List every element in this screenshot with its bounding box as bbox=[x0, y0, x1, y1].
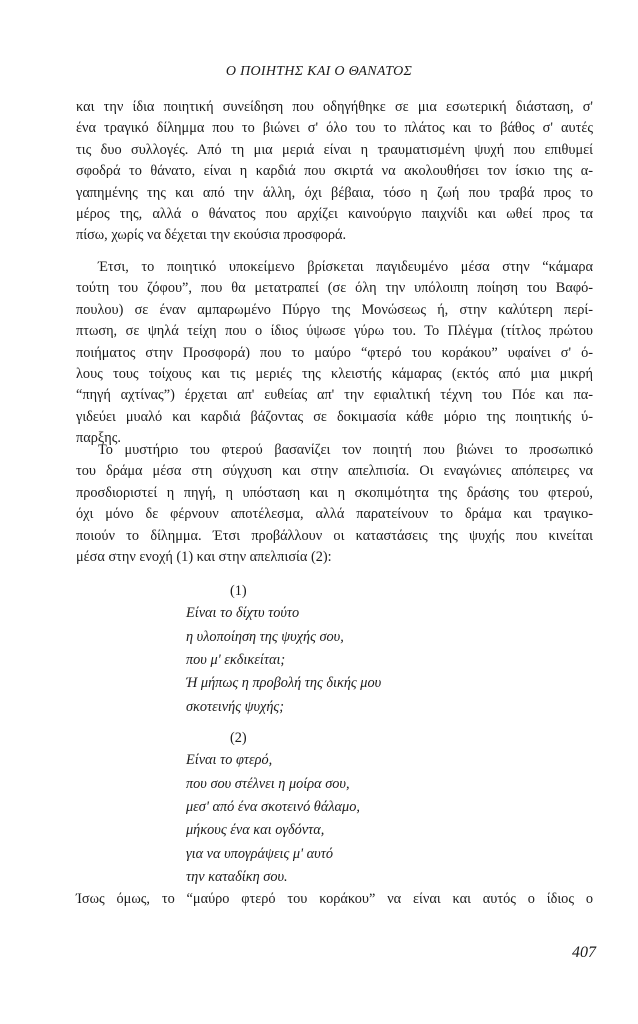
text-line: ένα τραγικό δίλημμα που το βιώνει σ' όλο του το πλάτος και το βάθος σ' αυτές bbox=[76, 120, 593, 137]
verse-line: την καταδίκη σου. bbox=[186, 868, 288, 885]
text-line: Έτσι, το ποιητικό υποκείμενο βρίσκεται παγιδευμένο μέσα στην “κάμαρα bbox=[98, 259, 593, 275]
verse-line: μήκους ένα και ογδόντα, bbox=[186, 822, 325, 839]
text-line: του δράμα μέσα στη σύγχυση και στην απελπισία. Οι εναγώνιες απόπειρες να bbox=[76, 463, 593, 480]
text-line: μέρος της, αλλά ο θάνατος που αρχίζει καινούργιο παιχνίδι και ωθεί προς τα bbox=[76, 205, 593, 222]
page-number: 407 bbox=[572, 944, 596, 961]
text-line: πουλου) σε έναν αμπαρωμένο Πύργο της Μονώσεως ή, στην καλύτερη περί- bbox=[76, 301, 593, 318]
text-line: ποιούν το δίλημμα. Έτσι προβάλλουν οι καταστάσεις της ψυχής που κινείται bbox=[76, 527, 593, 544]
text-line: γαπημένης της και από την άλλη, όχι βέβαια, τόσο η ζωή που τραβά προς το bbox=[76, 184, 593, 201]
verse-line: η υλοποίηση της ψυχής σου, bbox=[186, 628, 344, 645]
poem-number: (2) bbox=[230, 730, 247, 746]
running-head: Ο ΠΟΙΗΤΗΣ ΚΑΙ Ο ΘΑΝΑΤΟΣ bbox=[225, 64, 413, 79]
text-line: Το μυστήριο του φτερού βασανίζει τον ποιητή που βιώνει το προσωπικό bbox=[98, 442, 593, 458]
text-line: όχι μόνο δε φέρνουν αποτέλεσμα, αλλά παρατείνουν το δράμα και τραγικο- bbox=[76, 506, 593, 523]
poem-excerpt-1 bbox=[186, 581, 381, 719]
text-line: και την ίδια ποιητική συνείδηση που οδηγήθηκε σε μια εσωτερική διάσταση, σ' bbox=[76, 99, 593, 115]
verse-line: που μ' εκδικείται; bbox=[186, 651, 286, 668]
text-line: τις δυο συλλογές. Από τη μια μεριά είναι η τραυματισμένη ψυχή που επιθυμεί bbox=[76, 141, 593, 158]
text-line: λους τους τοίχους και τις μεριές της κλειστής κάμαρας (εκτός από μια μικρή bbox=[76, 365, 593, 382]
verse-line: που σου στέλνει η μοίρα σου, bbox=[186, 775, 350, 792]
text-line: “πηγή αχτίνας”) έρχεται απ' ευθείας απ' την εφιαλτική τέχνη του Πόε και πα- bbox=[76, 387, 593, 404]
verse-line: Είναι το δίχτυ τούτο bbox=[186, 605, 300, 622]
text-line: γιδεύει μυαλό και καρδιά βάζοντας σε δοκιμασία κάθε μόριο της ποιητικής ύ- bbox=[76, 408, 593, 425]
verse-line: Ή μήπως η προβολή της δικής μου bbox=[186, 675, 382, 692]
text-line: προσδιοριστεί η πηγή, η υπόσταση και η σκοπιμότητα της δράσης του φτερού, bbox=[76, 484, 593, 501]
text-line: πίσω, χωρίς να δέχεται την εκούσια προσφορά. bbox=[76, 227, 347, 244]
text-line: πτωση, σε ψηλά τείχη που ο ίδιος ύψωσε γύρω του. Το Πλέγμα (τίτλος πρώτου bbox=[76, 323, 593, 340]
paragraph-2 bbox=[76, 257, 593, 450]
paragraph-1 bbox=[76, 97, 593, 247]
paragraph-3 bbox=[76, 440, 593, 568]
closing-line: Ίσως όμως, το “μαύρο φτερό του κοράκου” να είναι και αυτός ο ίδιος ο bbox=[76, 891, 593, 907]
verse-line: μεσ' από ένα σκοτεινό θάλαμο, bbox=[186, 798, 360, 815]
text-line: μέσα στην ενοχή (1) και στην απελπισία (2): bbox=[76, 548, 332, 565]
text-line: παρξης. bbox=[76, 430, 121, 447]
verse-line: σκοτεινής ψυχής; bbox=[186, 698, 284, 715]
text-line: σφοδρά το θάνατο, είναι η καρδιά που σκιρτά να ακολουθήσει τον ίσκιο της α- bbox=[76, 163, 593, 180]
verse-line: Είναι το φτερό, bbox=[186, 752, 273, 769]
verse-line: για να υπογράψεις μ' αυτό bbox=[186, 845, 333, 862]
text-line: ποιήματος στην Προσφορά) που το μαύρο “φτερό του κοράκου” υφαίνει σ' ό- bbox=[76, 344, 593, 361]
poem-excerpt-2 bbox=[186, 728, 360, 889]
poem-number: (1) bbox=[230, 583, 247, 599]
text-line: τούτη του ζόφου”, που θα μετατραπεί (σε όλη την υπόλοιπη ποίηση του Βαφό- bbox=[76, 280, 593, 297]
